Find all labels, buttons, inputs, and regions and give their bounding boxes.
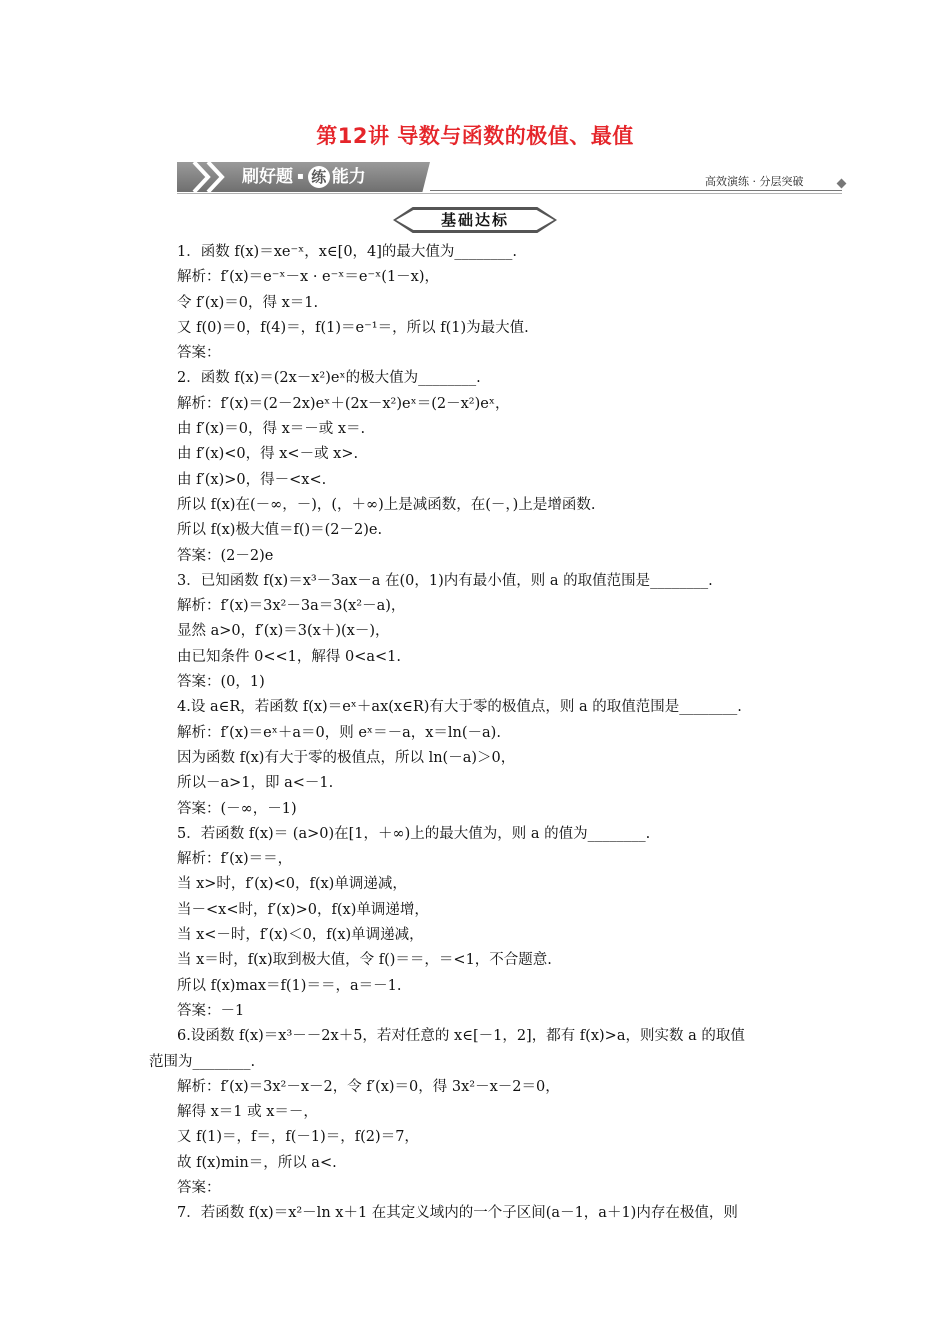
text-line: 范围为________.: [149, 1053, 256, 1070]
section-label: 基础达标: [440, 211, 509, 229]
banner-main: 刷好题: [242, 167, 293, 187]
header-rule-thin: [177, 193, 842, 194]
banner-rest: 能力: [331, 167, 366, 187]
banner-label: [242, 165, 366, 189]
banner-circle: 练: [308, 166, 330, 188]
text-line: 由 f′(x)＝0，得 x＝－或 x＝.: [177, 421, 366, 438]
text-line: 当 x＝时，f(x)取到极大值，令 f()＝＝，＝<1，不合题意.: [177, 952, 552, 969]
text-line: 7．若函数 f(x)＝x²－ln x＋1 在其定义域内的一个子区间(a－1，a＋1)内存在极值，则: [177, 1205, 738, 1222]
text-line: 3．已知函数 f(x)＝x³－3ax－a 在(0，1)内有最小值，则 a 的取值范围是________.: [177, 572, 713, 589]
text-line: 故 f(x)min＝，所以 a<.: [177, 1154, 337, 1171]
text-line: 答案：: [177, 345, 221, 362]
chevron-right-icon: [190, 158, 240, 196]
text-line: 显然 a>0，f′(x)＝3(x＋)(x－)，: [177, 623, 390, 640]
document-body: [149, 240, 829, 1227]
text-line: 当 x<－时，f′(x)＜0，f(x)单调递减，: [177, 927, 424, 944]
text-line: 解析：f′(x)＝＝，: [177, 851, 293, 868]
text-line: 答案：(2－2)e: [177, 547, 274, 564]
section-tag: [393, 207, 557, 233]
slogan: 高效演练 · 分层突破: [705, 175, 804, 188]
text-line: 所以 f(x)在(－∞，－)，(，＋∞)上是减函数，在(－，)上是增函数.: [177, 496, 596, 513]
text-line: 答案：: [177, 1179, 221, 1196]
text-line: 所以 f(x)极大值＝f()＝(2－2)e.: [177, 522, 383, 539]
text-line: 当 x>时，f′(x)<0，f(x)单调递减，: [177, 876, 407, 893]
text-line: 由 f′(x)>0，得－<x<.: [177, 471, 327, 488]
text-line: 答案：(0，1): [177, 674, 265, 691]
text-line: 1．函数 f(x)＝xe⁻ˣ，x∈[0，4]的最大值为________.: [177, 244, 518, 260]
text-line: 答案：－1: [177, 1002, 245, 1019]
text-line: 因为函数 f(x)有大于零的极值点，所以 ln(－a)＞0，: [177, 749, 516, 766]
text-line: 解析：f′(x)＝e⁻ˣ－x · e⁻ˣ＝e⁻ˣ(1－x)，: [177, 269, 440, 286]
text-line: 解析：f′(x)＝eˣ＋a＝0，则 eˣ＝－a，x＝ln(－a).: [177, 724, 501, 741]
banner-dot: ▪: [297, 171, 304, 182]
text-line: 又 f(0)＝0，f(4)＝，f(1)＝e⁻¹＝，所以 f(1)为最大值.: [177, 319, 529, 336]
text-line: 所以 f(x)max＝f(1)＝＝，a＝－1.: [177, 977, 402, 994]
text-line: 所以－a>1，即 a<－1.: [177, 775, 334, 792]
text-line: 解析：f′(x)＝3x²－3a＝3(x²－a)，: [177, 598, 406, 615]
text-line: 6.设函数 f(x)＝x³－－2x＋5，若对任意的 x∈[－1，2]，都有 f(x)>a，则实数 a 的取值: [177, 1028, 745, 1045]
text-line: 答案：(－∞，－1): [177, 800, 297, 817]
text-line: 5．若函数 f(x)＝ (a>0)在[1，＋∞)上的最大值为，则 a 的值为________.: [177, 825, 651, 842]
text-line: 由 f′(x)<0，得 x<－或 x>.: [177, 446, 359, 463]
text-line: 又 f(1)＝，f＝，f(－1)＝，f(2)＝7，: [177, 1129, 419, 1146]
text-line: 解得 x＝1 或 x＝－，: [177, 1104, 318, 1121]
text-line: 4.设 a∈R，若函数 f(x)＝eˣ＋ax(x∈R)有大于零的极值点，则 a 的取值范围是________.: [177, 699, 742, 716]
diamond-icon: [837, 179, 847, 189]
header-rule: [430, 190, 842, 191]
text-line: 解析：f′(x)＝(2－2x)eˣ＋(2x－x²)eˣ＝(2－x²)eˣ，: [177, 395, 510, 412]
text-line: 由已知条件 0<<1，解得 0<a<1.: [177, 648, 401, 665]
text-line: 解析：f′(x)＝3x²－x－2，令 f′(x)＝0，得 3x²－x－2＝0，: [177, 1078, 560, 1095]
page-title: 第12讲 导数与函数的极值、最值: [316, 124, 634, 148]
text-line: 2．函数 f(x)＝(2x－x²)eˣ的极大值为________.: [177, 370, 481, 387]
text-line: 当－<x<时，f′(x)>0，f(x)单调递增，: [177, 901, 429, 918]
text-line: 令 f′(x)＝0，得 x＝1.: [177, 294, 319, 311]
